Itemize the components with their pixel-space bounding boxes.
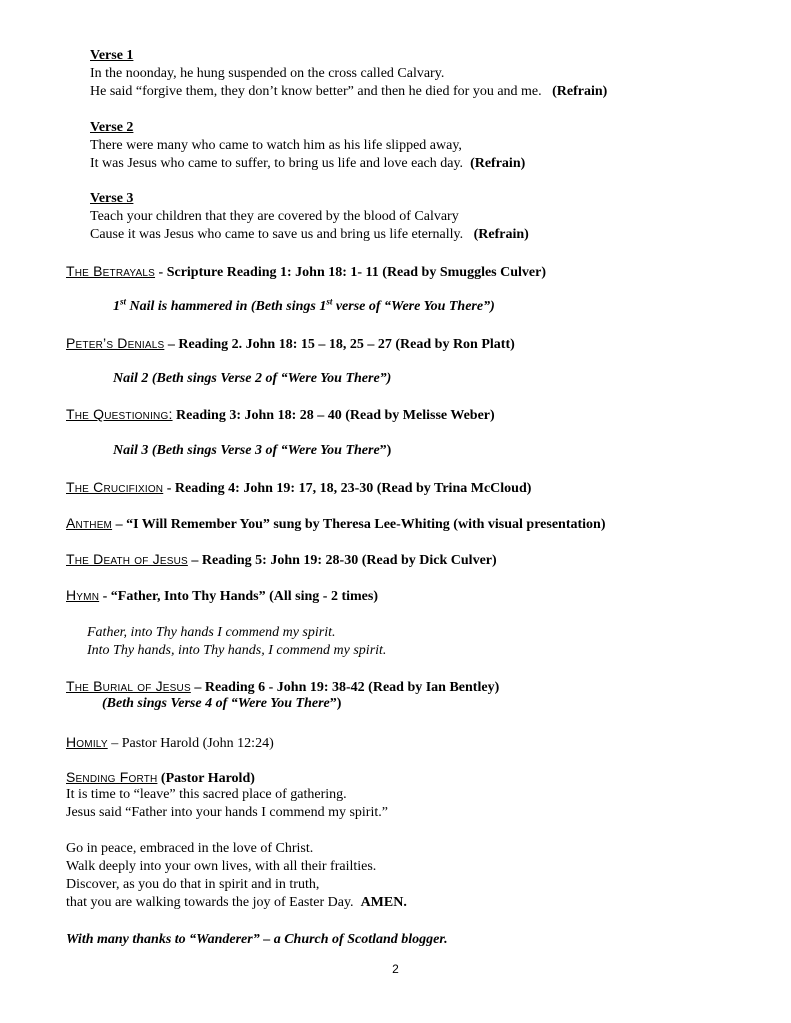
homily-section <box>66 733 274 753</box>
verse-2-line-2 <box>90 155 525 173</box>
burial-beth-text: (Beth sings Verse 4 of “Were You There <box>102 696 330 711</box>
burial-beth-note <box>102 695 341 713</box>
questioning-section <box>66 405 495 425</box>
denials-section <box>66 334 515 354</box>
sending-section <box>66 768 255 788</box>
verse-3-line-2-text: Cause it was Jesus who came to save us and bring us life eternally. <box>90 227 464 242</box>
verse-3-title: Verse 3 <box>90 191 134 206</box>
section-heading-sending: Sending Forth <box>66 769 158 785</box>
homily-text: – Pastor Harold (John 12:24) <box>107 736 274 751</box>
nail-3-text: Nail 3 (Beth sings Verse 3 of “Were You There <box>113 443 380 458</box>
sending-line-6-text: that you are walking towards the joy of Easter Day. <box>66 895 354 910</box>
hymn-section <box>66 586 378 606</box>
death-reading: – Reading 5: John 19: 28-30 (Read by Dick Culver) <box>187 553 497 568</box>
section-heading-death: The Death of Jesus <box>66 551 188 567</box>
verse-3-line-1: Teach your children that they are covered by the blood of Calvary <box>90 209 459 224</box>
thanks-note: With many thanks to “Wanderer” – a Church of Scotland blogger. <box>66 932 448 947</box>
page-number: 2 <box>392 962 399 976</box>
nail-1-text-a: Nail is hammered in (Beth sings 1 <box>126 299 327 314</box>
sending-line-1: It is time to “leave” this sacred place of gathering. <box>66 787 347 802</box>
amen-label: AMEN. <box>360 895 407 910</box>
sending-line-4: Walk deeply into your own lives, with all their frailties. <box>66 859 377 874</box>
nail-1-note <box>113 298 495 316</box>
section-heading-homily: Homily <box>66 734 108 750</box>
burial-section <box>66 677 499 697</box>
hymn-lyric-2: Into Thy hands, into Thy hands, I commend my spirit. <box>87 643 387 658</box>
verse-1-title: Verse 1 <box>90 48 134 63</box>
crucifixion-section <box>66 478 531 498</box>
verse-2-line-2-text: It was Jesus who came to suffer, to bring us life and love each day. <box>90 156 464 171</box>
anthem-section <box>66 514 606 534</box>
betrayals-section <box>66 262 546 282</box>
burial-beth-end: ”) <box>329 696 342 711</box>
nail-1-number: 1 <box>113 299 120 314</box>
refrain-label: (Refrain) <box>552 84 608 99</box>
nail-1-text-b: verse of “Were You There”) <box>332 299 495 314</box>
verse-2-line-1: There were many who came to watch him as his life slipped away, <box>90 138 462 153</box>
refrain-label: (Refrain) <box>470 156 526 171</box>
crucifixion-reading: - Reading 4: John 19: 17, 18, 23-30 (Read by Trina McCloud) <box>163 481 532 496</box>
section-heading-betrayals: The Betrayals <box>66 263 156 279</box>
nail-2-note: Nail 2 (Beth sings Verse 2 of “Were You There”) <box>113 371 392 386</box>
verse-1-line-2-text: He said “forgive them, they don’t know better” and then he died for you and me. <box>90 84 542 99</box>
sending-line-6 <box>66 894 407 912</box>
section-heading-crucifixion: The Crucifixion <box>66 479 164 495</box>
verse-1-line-2 <box>90 83 607 101</box>
section-heading-denials: Peter’s Denials <box>66 335 165 351</box>
sending-line-3: Go in peace, embraced in the love of Christ. <box>66 841 314 856</box>
hymn-text: - “Father, Into Thy Hands” (All sing - 2 times) <box>99 589 378 604</box>
section-heading-questioning: The Questioning: <box>66 406 173 422</box>
death-section <box>66 550 497 570</box>
sending-text: (Pastor Harold) <box>157 771 255 786</box>
nail-3-note <box>113 442 391 460</box>
section-heading-burial: The Burial of Jesus <box>66 678 191 694</box>
nail-3-end: ”) <box>379 443 392 458</box>
burial-reading: – Reading 6 - John 19: 38-42 (Read by Ian Bentley) <box>190 680 500 695</box>
questioning-reading: Reading 3: John 18: 28 – 40 (Read by Melisse Weber) <box>172 408 495 423</box>
sending-line-2: Jesus said “Father into your hands I commend my spirit.” <box>66 805 388 820</box>
denials-reading: – Reading 2. John 18: 15 – 18, 25 – 27 (Read by Ron Platt) <box>164 337 515 352</box>
section-heading-hymn: Hymn <box>66 587 100 603</box>
nail-1-sup-2: st <box>326 296 333 307</box>
anthem-text: – “I Will Remember You” sung by Theresa Lee-Whiting (with visual presentation) <box>112 517 606 532</box>
hymn-lyric-1: Father, into Thy hands I commend my spirit. <box>87 625 336 640</box>
nail-1-sup: st <box>120 296 127 307</box>
sending-line-5: Discover, as you do that in spirit and in truth, <box>66 877 320 892</box>
section-heading-anthem: Anthem <box>66 515 113 531</box>
verse-1-line-1: In the noonday, he hung suspended on the cross called Calvary. <box>90 66 445 81</box>
verse-2-title: Verse 2 <box>90 120 134 135</box>
verse-3-line-2 <box>90 226 529 244</box>
refrain-label: (Refrain) <box>473 227 529 242</box>
betrayals-reading: - Scripture Reading 1: John 18: 1- 11 (Read by Smuggles Culver) <box>155 265 546 280</box>
